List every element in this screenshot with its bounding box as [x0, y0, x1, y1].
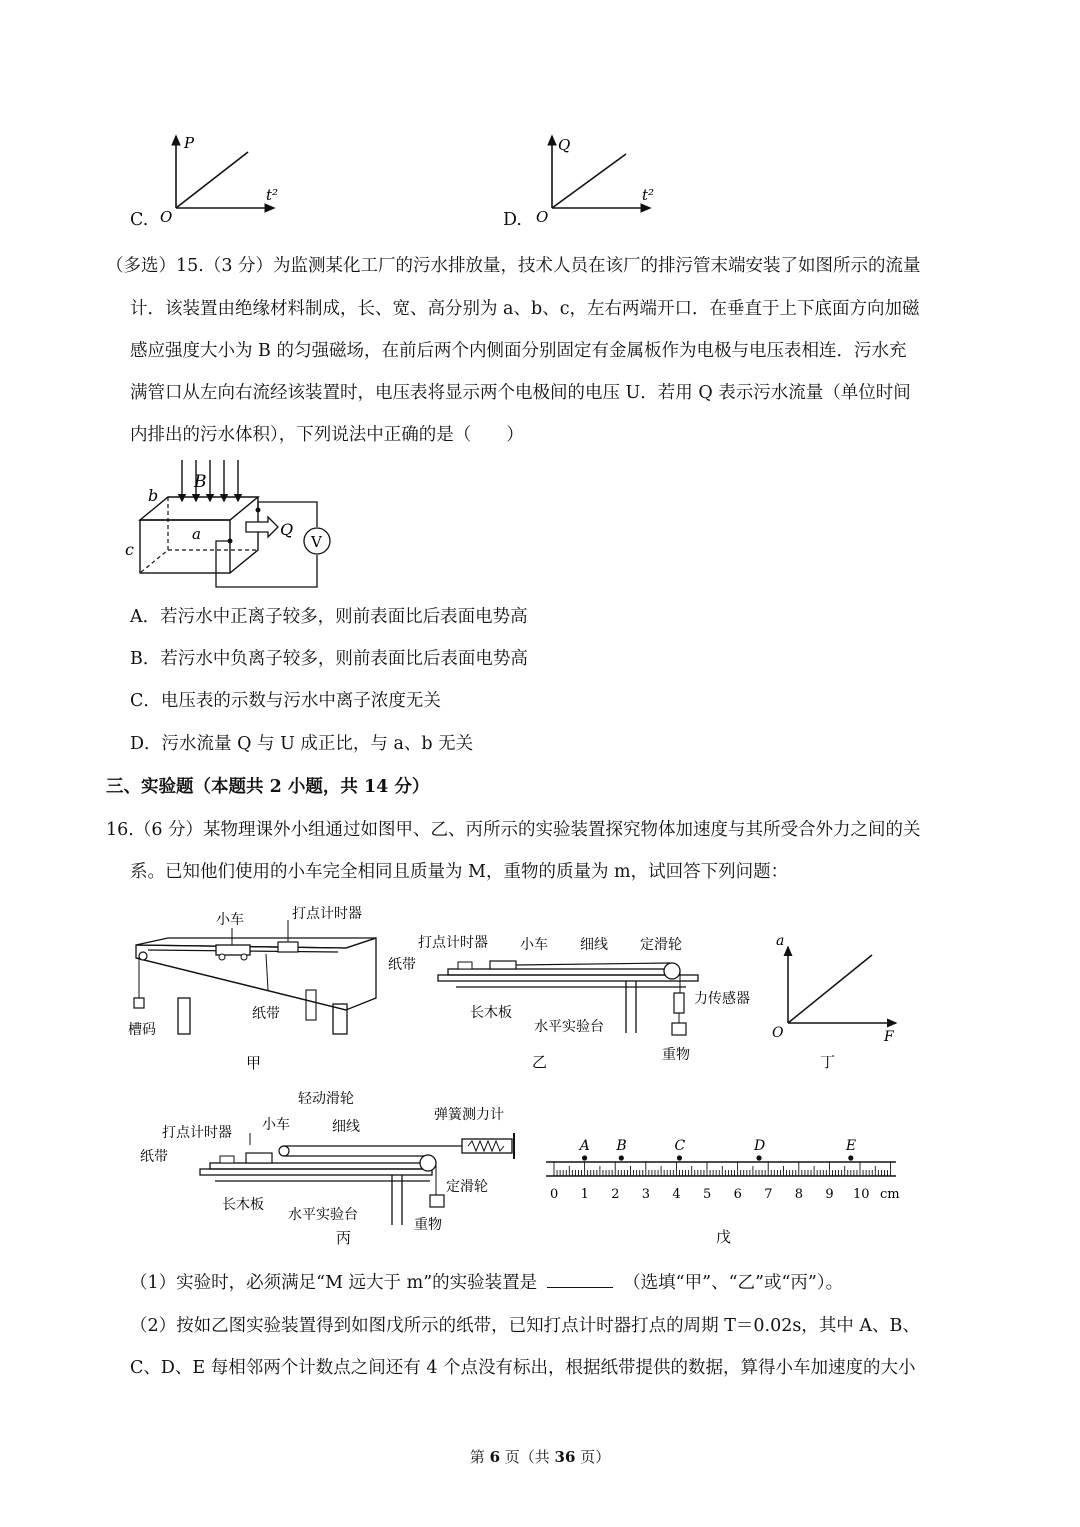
- page-footer: [0, 1446, 1080, 1467]
- x-axis-label: t²: [642, 186, 655, 204]
- q16-sub2-line-2: C、D、E 每相邻两个计数点之间还有 4 个点没有标出，根据纸带提供的数据，算得小车加速度的大小: [130, 1358, 916, 1378]
- tape-point-label: B: [616, 1138, 627, 1154]
- figure-jia: [128, 900, 378, 1075]
- unit-label: cm: [880, 1187, 900, 1202]
- q15-line-3: 感应强度大小为 B 的匀强磁场，在前后两个内侧面分别固定有金属板作为电极与电压表相连．污水充: [130, 341, 907, 361]
- origin-label: O: [160, 208, 173, 226]
- ruler-number: 10: [853, 1187, 870, 1202]
- figure-wu-ruler: [540, 1130, 910, 1250]
- origin-label: O: [772, 1025, 784, 1041]
- q15-option-c: C．电压表的示数与污水中离子浓度无关: [130, 691, 441, 711]
- label-sensor: 力传感器: [694, 991, 750, 1007]
- tape-point-label: C: [674, 1138, 686, 1154]
- label-pulley: 定滑轮: [640, 937, 682, 953]
- ruler-number: 7: [764, 1187, 773, 1202]
- label-cart: 小车: [216, 912, 244, 928]
- flowmeter-figure: [120, 455, 350, 595]
- label-board: 长木板: [470, 1005, 512, 1021]
- label-light-pulley: 轻动滑轮: [298, 1091, 354, 1107]
- label-weight: 重物: [414, 1217, 442, 1233]
- page-number: 6: [489, 1448, 500, 1466]
- y-axis-label: P: [184, 134, 195, 152]
- tape-point: [677, 1155, 682, 1160]
- footer-prefix: 第: [469, 1448, 490, 1466]
- q16-sub1: [130, 1271, 843, 1295]
- tape-point: [848, 1155, 853, 1160]
- ruler-number: 9: [825, 1187, 834, 1202]
- ruler-number: 3: [641, 1187, 651, 1202]
- ruler-number: 8: [794, 1187, 804, 1202]
- label-B: B: [194, 472, 207, 492]
- caption-jia: 甲: [246, 1054, 262, 1072]
- graph-p-vs-t2: [150, 128, 290, 228]
- q16-sub2-line-1: （2）按如乙图实验装置得到如图戊所示的纸带，已知打点计时器打点的周期 T＝0.02s，其中 A、B、: [130, 1316, 920, 1336]
- q16-line-1: 16.（6 分）某物理课外小组通过如图甲、乙、丙所示的实验装置探究物体加速度与其所受合外力之间的关: [106, 820, 921, 840]
- ruler-number: 4: [672, 1187, 681, 1202]
- answer-blank[interactable]: [547, 1271, 613, 1288]
- q15-line-5: 内排出的污水体积），下列说法中正确的是（ ）: [130, 425, 524, 445]
- label-timer: 打点计时器: [162, 1125, 232, 1141]
- label-a: a: [192, 525, 201, 543]
- figure-yi: [388, 925, 778, 1075]
- ruler-number: 1: [580, 1187, 589, 1202]
- option-c-label: C.: [130, 210, 149, 230]
- page-total: 36: [554, 1448, 576, 1466]
- figure-bing: [140, 1085, 535, 1250]
- q15-option-d: D．污水流量 Q 与 U 成正比，与 a、b 无关: [130, 734, 474, 754]
- q15-line-2: 计．该装置由绝缘材料制成，长、宽、高分别为 a、b、c，左右两端开口．在垂直于上下底面方向加磁: [130, 299, 920, 319]
- label-weights: 槽码: [128, 1022, 156, 1038]
- label-string: 细线: [332, 1119, 360, 1135]
- q15-option-a: A．若污水中正离子较多，则前表面比后表面电势高: [130, 607, 528, 627]
- label-cart: 小车: [262, 1117, 290, 1133]
- label-spring-scale: 弹簧测力计: [434, 1107, 504, 1123]
- y-axis-label: Q: [558, 136, 571, 154]
- label-timer: 打点计时器: [418, 935, 488, 951]
- caption-bing: 丙: [336, 1229, 352, 1247]
- label-cart: 小车: [520, 937, 548, 953]
- tape-point-label: D: [754, 1138, 766, 1154]
- caption-yi: 乙: [532, 1053, 548, 1071]
- label-tape: 纸带: [252, 1006, 280, 1022]
- label-tape: 纸带: [388, 957, 416, 973]
- tape-point-label: E: [845, 1138, 857, 1154]
- label-timer: 打点计时器: [292, 906, 362, 922]
- label-c: c: [125, 540, 134, 559]
- q15-option-b: B．若污水中负离子较多，则前表面比后表面电势高: [130, 649, 528, 669]
- q16-line-2: 系。已知他们使用的小车完全相同且质量为 M，重物的质量为 m，试回答下列问题：: [130, 862, 789, 882]
- option-d-label: D.: [503, 210, 522, 230]
- caption-ding: 丁: [820, 1053, 836, 1071]
- voltmeter-label: V: [311, 533, 322, 551]
- q16-sub1-text: （1）实验时，必须满足“M 远大于 m”的实验装置是: [130, 1273, 538, 1293]
- tape-point: [582, 1155, 587, 1160]
- q15-line-1: （多选）15.（3 分）为监测某化工厂的污水排放量，技术人员在该厂的排污管末端安装了如图所示的流量: [106, 256, 921, 276]
- label-Q: Q: [280, 520, 294, 539]
- caption-wu: 戊: [716, 1228, 732, 1246]
- x-axis-label: t²: [266, 186, 279, 204]
- x-axis-label: F: [884, 1029, 894, 1045]
- label-fixed-pulley: 定滑轮: [446, 1179, 488, 1195]
- label-tape: 纸带: [140, 1149, 168, 1165]
- label-string: 细线: [580, 937, 608, 953]
- q15-line-4: 满管口从左向右流经该装置时，电压表将显示两个电极间的电压 U．若用 Q 表示污水流量（单位时间: [130, 383, 911, 403]
- ruler-number: 2: [611, 1187, 620, 1202]
- tape-point-label: A: [579, 1138, 590, 1154]
- label-weight: 重物: [662, 1047, 690, 1063]
- label-board: 长木板: [222, 1197, 264, 1213]
- ruler-number: 5: [703, 1187, 712, 1202]
- ruler-number: 0: [550, 1187, 559, 1202]
- label-table: 水平实验台: [534, 1019, 604, 1035]
- label-b: b: [148, 486, 159, 505]
- footer-suffix: 页）: [575, 1448, 611, 1466]
- ruler-number: 6: [733, 1187, 742, 1202]
- section-heading: 三、实验题（本题共 2 小题，共 14 分）: [106, 777, 430, 797]
- tape-point: [756, 1155, 761, 1160]
- origin-label: O: [536, 208, 549, 226]
- tape-point: [619, 1155, 624, 1160]
- graph-q-vs-t2: [526, 128, 666, 228]
- figure-ding-graph: [768, 925, 908, 1075]
- q16-sub1-choice: （选填“甲”、“乙”或“丙”）。: [623, 1273, 844, 1293]
- footer-mid: 页（共: [500, 1448, 555, 1466]
- y-axis-label: a: [776, 933, 785, 949]
- label-table: 水平实验台: [288, 1207, 358, 1223]
